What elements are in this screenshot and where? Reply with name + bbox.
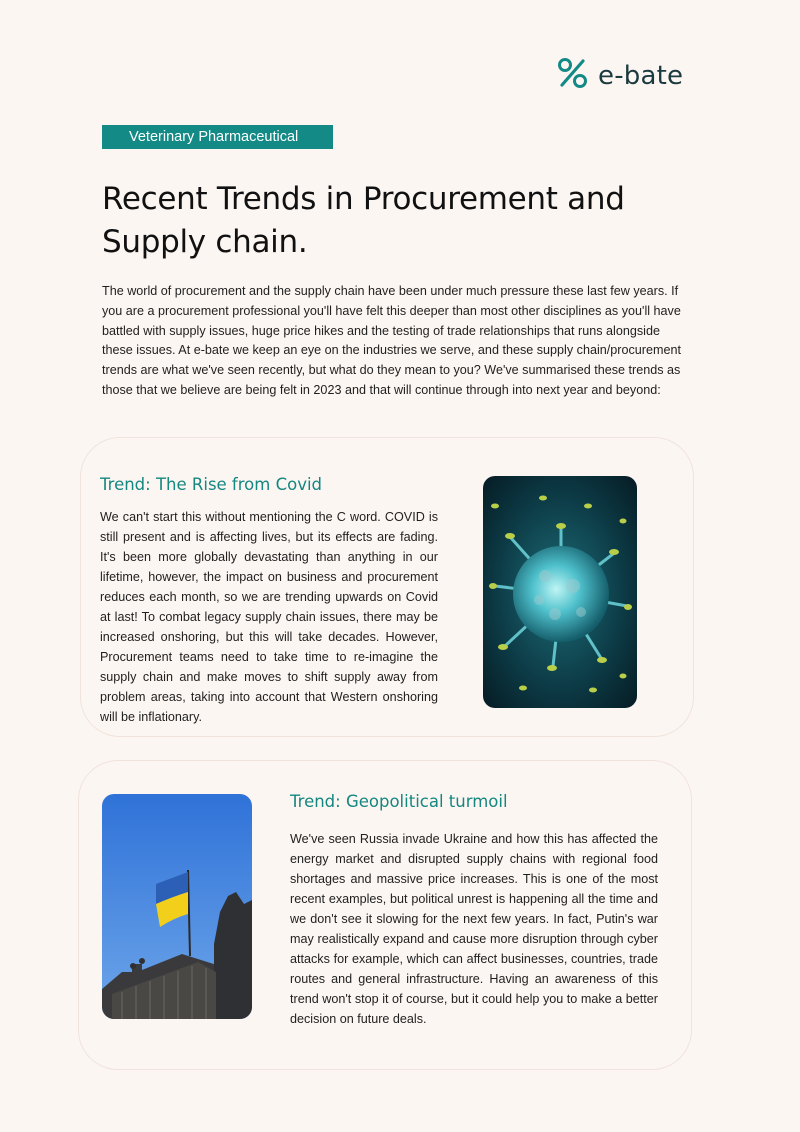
percent-icon bbox=[556, 56, 590, 95]
trend-title-covid: Trend: The Rise from Covid bbox=[100, 475, 323, 494]
intro-paragraph: The world of procurement and the supply chain have been under much pressure these last few years. If you are a procurement professional you'll have felt this deeper than most other disciplines as you'll have battled with supply issues, huge price hikes and the testing of trade relationships that runs alongside these issues. At e-bate we keep an eye on the industries we serve, and these supply chain/procurement trends are what we've seen recently, but what do they mean to you? We've summarised these trends as those that we believe are being felt in 2023 and that will continue through into next year and beyond: bbox=[102, 284, 681, 397]
coronavirus-image bbox=[483, 476, 637, 708]
ebate-logo bbox=[556, 56, 683, 95]
logo-text: e-bate bbox=[598, 60, 684, 91]
trend-body-covid: We can't start this without mentioning the C word. COVID is still present and is affecting lives, but its effects are fading. It's been more globally devastating than anything in our lifetime, however, the impact on business and procurement reduces each month, so we are trending upwards on Covid at last! To combat legacy supply chain issues, there may be increased onshoring, but this will take decades. However, Procurement teams need to take time to re-imagine the supply chain and make moves to shift supply away from problem areas, taking into account that Western onshoring will be inflationary. bbox=[100, 510, 438, 724]
category-tag: Veterinary Pharmaceutical bbox=[102, 125, 333, 149]
ukraine-flag-image bbox=[102, 794, 252, 1019]
title-line-2: Supply chain. bbox=[102, 224, 308, 260]
trend-title-geopolitical: Trend: Geopolitical turmoil bbox=[290, 792, 508, 811]
page-title bbox=[102, 178, 702, 264]
trend-body-geopolitical: We've seen Russia invade Ukraine and how this has affected the energy market and disrupted supply chains with regional food shortages and massive price increases. This is one of the most recent examples, but political unrest is happening all the time and we don't see it slowing for the next few years. In fact, Putin's war may realistically expand and cause more disruption through cyber attacks for example, which can affect businesses, countries, trade routes and general infrastructure. Having an awareness of this trend won't stop it of course, but it could help you to make a better decision on future deals. bbox=[290, 832, 658, 1026]
title-line-1: Recent Trends in Procurement and bbox=[102, 181, 625, 217]
